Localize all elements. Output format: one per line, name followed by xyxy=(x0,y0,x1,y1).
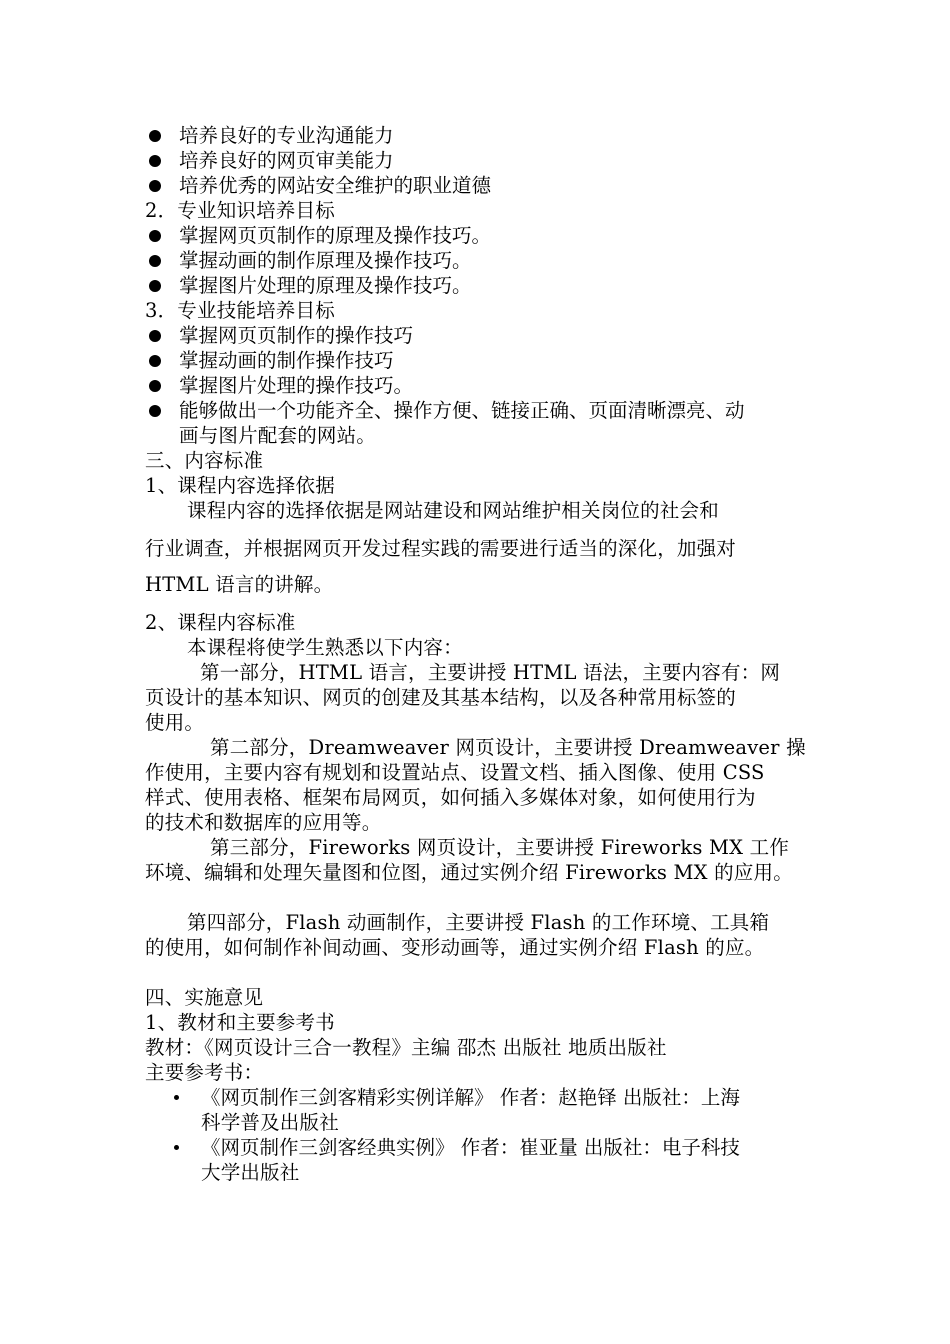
part1-line: 使用。 xyxy=(145,711,205,734)
part2-line: 第二部分，Dreamweaver 网页设计，主要讲授 Dreamweaver 操 xyxy=(210,736,806,759)
skill-goal-text: 培养优秀的网站安全维护的职业道德 xyxy=(179,174,492,197)
part1-line: 第一部分，HTML 语言，主要讲授 HTML 语法，主要内容有：网 xyxy=(200,661,781,684)
ability-heading: 3．专业技能培养目标 xyxy=(145,299,335,322)
intro-text: 本课程将使学生熟悉以下内容： xyxy=(187,636,463,659)
part4-line: 的使用，如何制作补间动画、变形动画等，通过实例介绍 Flash 的应。 xyxy=(145,936,765,959)
reference-text: 《网页制作三剑客精彩实例详解》 作者：赵艳铎 出版社：上海 xyxy=(201,1086,740,1109)
section3-title: 三、内容标准 xyxy=(145,449,264,472)
part4-line: 第四部分，Flash 动画制作，主要讲授 Flash 的工作环境、工具箱 xyxy=(187,911,770,934)
reference-text: 《网页制作三剑客经典实例》 作者：崔亚量 出版社：电子科技 xyxy=(201,1136,740,1159)
bullet-icon xyxy=(149,355,161,367)
bullet-icon xyxy=(149,330,161,342)
part3-line: 第三部分，Fireworks 网页设计，主要讲授 Fireworks MX 工作 xyxy=(210,836,790,859)
bullet-icon xyxy=(149,405,161,417)
bullet-icon xyxy=(149,380,161,392)
ability-goal-text: 掌握动画的制作操作技巧 xyxy=(179,349,394,372)
references-label: 主要参考书： xyxy=(145,1061,264,1084)
ability-goal-continuation: 画与图片配套的网站。 xyxy=(179,424,377,447)
basis-paragraph-line: HTML 语言的讲解。 xyxy=(145,573,334,596)
bullet-icon xyxy=(149,255,161,267)
skill-goal-text: 培养良好的专业沟通能力 xyxy=(179,124,394,147)
knowledge-heading: 2．专业知识培养目标 xyxy=(145,199,335,222)
basis-paragraph-line: 行业调查，并根据网页开发过程实践的需要进行适当的深化，加强对 xyxy=(145,537,737,560)
part1-line: 页设计的基本知识、网页的创建及其基本结构，以及各种常用标签的 xyxy=(145,686,737,709)
knowledge-goal-text: 掌握网页页制作的原理及操作技巧。 xyxy=(179,224,492,247)
books-title: 1、教材和主要参考书 xyxy=(145,1011,335,1034)
ability-goal-text: 掌握网页页制作的操作技巧 xyxy=(179,324,414,347)
bullet-icon xyxy=(149,230,161,242)
knowledge-goal-text: 掌握动画的制作原理及操作技巧。 xyxy=(179,249,472,272)
reference-continuation: 科学普及出版社 xyxy=(201,1111,339,1134)
basis-paragraph-line: 课程内容的选择依据是网站建设和网站维护相关岗位的社会和 xyxy=(187,499,719,522)
part2-line: 样式、使用表格、框架布局网页，如何插入多媒体对象，如何使用行为 xyxy=(145,786,756,809)
part2-line: 的技术和数据库的应用等。 xyxy=(145,811,382,834)
textbook-line: 教材：《网页设计三合一教程》主编 邵杰 出版社 地质出版社 xyxy=(145,1036,667,1059)
part3-line: 环境、编辑和处理矢量图和位图，通过实例介绍 Fireworks MX 的应用。 xyxy=(145,861,793,884)
knowledge-goal-text: 掌握图片处理的原理及操作技巧。 xyxy=(179,274,472,297)
bullet-icon xyxy=(149,180,161,192)
bullet-icon xyxy=(149,280,161,292)
reference-continuation: 大学出版社 xyxy=(201,1161,300,1184)
part2-line: 作使用，主要内容有规划和设置站点、设置文档、插入图像、使用 CSS xyxy=(145,761,765,784)
bullet-icon xyxy=(149,130,161,142)
bullet-icon xyxy=(174,1145,179,1150)
ability-goal-text: 能够做出一个功能齐全、操作方便、链接正确、页面清晰漂亮、动 xyxy=(179,399,745,422)
bullet-icon xyxy=(149,155,161,167)
sub1-title: 1、课程内容选择依据 xyxy=(145,474,335,497)
sub2-title: 2、课程内容标准 xyxy=(145,611,296,634)
section4-title: 四、实施意见 xyxy=(145,986,264,1009)
bullet-icon xyxy=(174,1095,179,1100)
skill-goal-text: 培养良好的网页审美能力 xyxy=(179,149,394,172)
ability-goal-text: 掌握图片处理的操作技巧。 xyxy=(179,374,414,397)
